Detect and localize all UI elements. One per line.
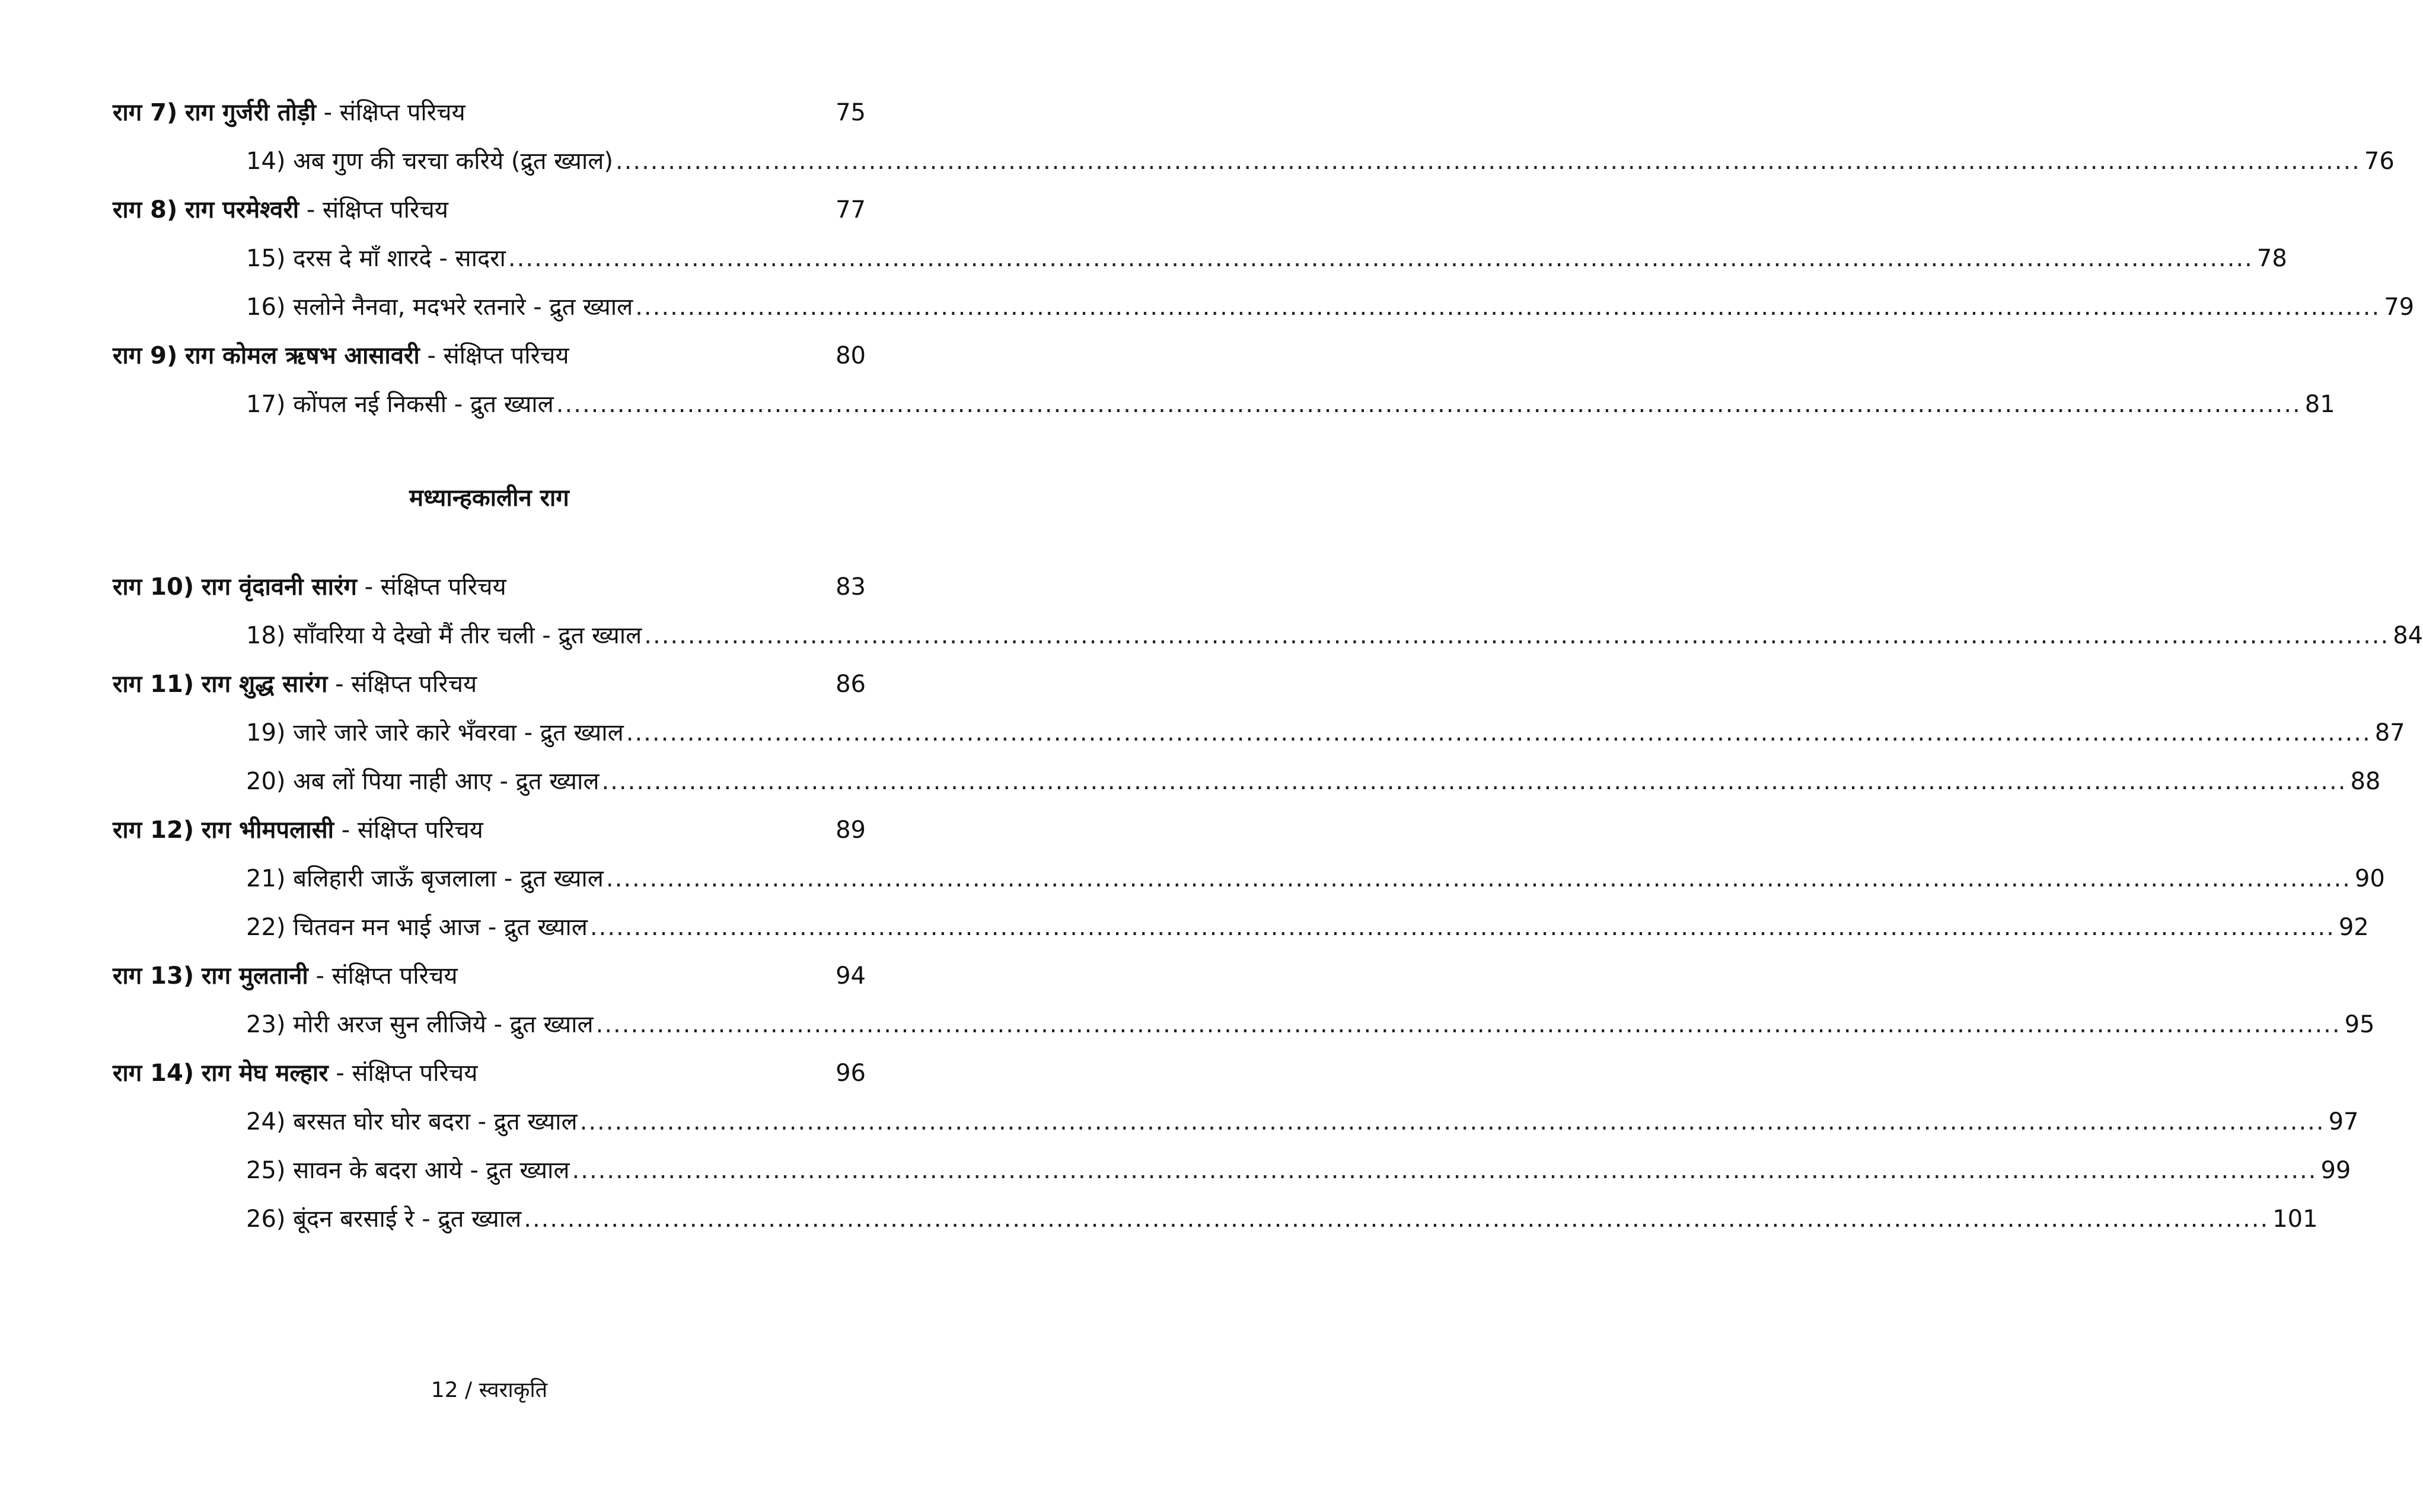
dot-leader: ........................................................................................................................................................................................................	[579, 1108, 2325, 1135]
page-number: 76	[2364, 148, 2395, 175]
page-number: 96	[836, 1060, 866, 1087]
dot-leader: ........................................................................................................................................................................................................	[601, 768, 2347, 795]
page-number: 95	[2344, 1011, 2375, 1038]
page-number: 86	[836, 671, 866, 698]
page-footer: 12 / स्वराकृति	[431, 1378, 548, 1402]
page-number: 80	[836, 342, 866, 369]
raag-number: राग 8)	[113, 196, 178, 224]
page-number: 79	[2384, 294, 2415, 321]
page-number: 101	[2272, 1205, 2318, 1233]
raag-number: राग 9)	[113, 342, 178, 369]
page-number: 89	[836, 816, 866, 844]
dot-leader: ........................................................................................................................................................................................................	[644, 622, 2390, 649]
page-number: 99	[2320, 1157, 2351, 1184]
entry-title: 20) अब लों पिया नाही आए - द्रुत ख्याल	[246, 768, 600, 795]
toc-raag-heading	[113, 95, 1091, 130]
page-number: 81	[2304, 391, 2335, 418]
raag-number: राग 7)	[113, 99, 178, 126]
toc-entry	[246, 387, 2335, 422]
dot-leader: ........................................................................................................................................................................................................	[524, 1205, 2269, 1233]
entry-title: 14) अब गुण की चरचा करिये (द्रुत ख्याल)	[246, 148, 613, 175]
page-number: 90	[2354, 865, 2385, 892]
toc-entry	[246, 1007, 2375, 1042]
entry-title: 25) सावन के बदरा आये - द्रुत ख्याल	[246, 1157, 570, 1184]
page-number: 78	[2256, 245, 2287, 272]
raag-description: - संक्षिप्त परिचय	[356, 573, 506, 601]
dot-leader: ........................................................................................................................................................................................................	[635, 294, 2381, 321]
entry-title: 16) सलोने नैनवा, मदभरे रतनारे - द्रुत ख्याल	[246, 294, 633, 321]
page-number: 88	[2350, 768, 2381, 795]
raag-number: राग 11)	[113, 671, 195, 698]
raag-name: राग भीमपलासी	[201, 816, 334, 844]
dot-leader: ........................................................................................................................................................................................................	[615, 148, 2361, 175]
toc-raag-heading	[113, 666, 1091, 702]
raag-description: - संक्षिप्त परिचय	[327, 671, 477, 698]
toc-entry	[246, 764, 2381, 799]
entry-title: 19) जारे जारे जारे कारे भँवरवा - द्रुत ख्याल	[246, 719, 624, 747]
dot-leader: ........................................................................................................................................................................................................	[556, 391, 2301, 418]
toc-entry	[246, 241, 2287, 276]
dot-leader: ........................................................................................................................................................................................................	[626, 719, 2371, 747]
toc-raag-heading	[113, 338, 1091, 374]
raag-description: - संक्षिप्त परिचय	[328, 1060, 478, 1087]
toc-raag-heading	[113, 192, 1091, 228]
raag-name: राग मुलतानी	[201, 962, 308, 990]
raag-number: राग 14)	[113, 1060, 195, 1087]
raag-name: राग मेघ मल्हार	[201, 1060, 329, 1087]
raag-name: राग परमेश्वरी	[185, 196, 299, 224]
entry-title: 23) मोरी अरज सुन लीजिये - द्रुत ख्याल	[246, 1011, 594, 1038]
page-number: 75	[836, 99, 866, 126]
toc-raag-heading	[113, 1055, 1091, 1091]
entry-title: 21) बलिहारी जाऊँ बृजलाला - द्रुत ख्याल	[246, 865, 604, 892]
raag-number: राग 10)	[113, 573, 195, 601]
raag-name: राग गुर्जरी तोड़ी	[185, 99, 316, 126]
section-title: मध्यान्हकालीन राग	[409, 484, 569, 512]
toc-raag-heading	[113, 812, 1091, 848]
entry-title: 24) बरसत घोर घोर बदरा - द्रुत ख्याल	[246, 1108, 578, 1135]
toc-entry	[246, 1201, 2318, 1237]
toc-raag-heading	[113, 569, 1091, 605]
toc-entry	[246, 1104, 2359, 1140]
raag-description: - संक्षिप्त परिचय	[334, 816, 483, 844]
raag-description: - संक्षिप्त परिचय	[299, 196, 448, 224]
dot-leader: ........................................................................................................................................................................................................	[589, 914, 2335, 941]
toc-entry	[246, 910, 2369, 945]
entry-title: 17) कोंपल नई निकसी - द्रुत ख्याल	[246, 391, 554, 418]
toc-entry	[246, 143, 2395, 179]
entry-title: 15) दरस दे माँ शारदे - सादरा	[246, 245, 506, 272]
toc-entry	[246, 618, 2423, 653]
dot-leader: ........................................................................................................................................................................................................	[595, 1011, 2341, 1038]
raag-description: - संक्षिप्त परिचय	[315, 99, 466, 126]
toc-entry	[246, 715, 2405, 751]
raag-name: राग कोमल ऋषभ आसावरी	[185, 342, 420, 369]
page-number: 92	[2338, 914, 2369, 941]
toc-entry	[246, 861, 2385, 897]
page-number: 87	[2374, 719, 2405, 747]
dot-leader: ........................................................................................................................................................................................................	[508, 245, 2253, 272]
entry-title: 22) चितवन मन भाई आज - द्रुत ख्याल	[246, 914, 588, 941]
raag-number: राग 13)	[113, 962, 195, 990]
page-number: 83	[836, 573, 866, 601]
toc-raag-heading	[113, 958, 1091, 994]
page-number: 84	[2393, 622, 2423, 649]
entry-title: 18) साँवरिया ये देखो मैं तीर चली - द्रुत ख्याल	[246, 622, 642, 649]
page-number: 97	[2328, 1108, 2359, 1135]
raag-description: - संक्षिप्त परिचय	[308, 962, 458, 990]
page-number: 94	[836, 962, 866, 990]
raag-description: - संक्षिप्त परिचय	[419, 342, 569, 369]
dot-leader: ........................................................................................................................................................................................................	[605, 865, 2351, 892]
toc-entry	[246, 289, 2415, 325]
toc-entry	[246, 1153, 2351, 1188]
raag-number: राग 12)	[113, 816, 195, 844]
entry-title: 26) बूंदन बरसाई रे - द्रुत ख्याल	[246, 1205, 522, 1233]
dot-leader: ........................................................................................................................................................................................................	[572, 1157, 2317, 1184]
page-number: 77	[836, 196, 866, 224]
raag-name: राग वृंदावनी सारंग	[201, 573, 357, 601]
raag-name: राग शुद्ध सारंग	[201, 671, 328, 698]
